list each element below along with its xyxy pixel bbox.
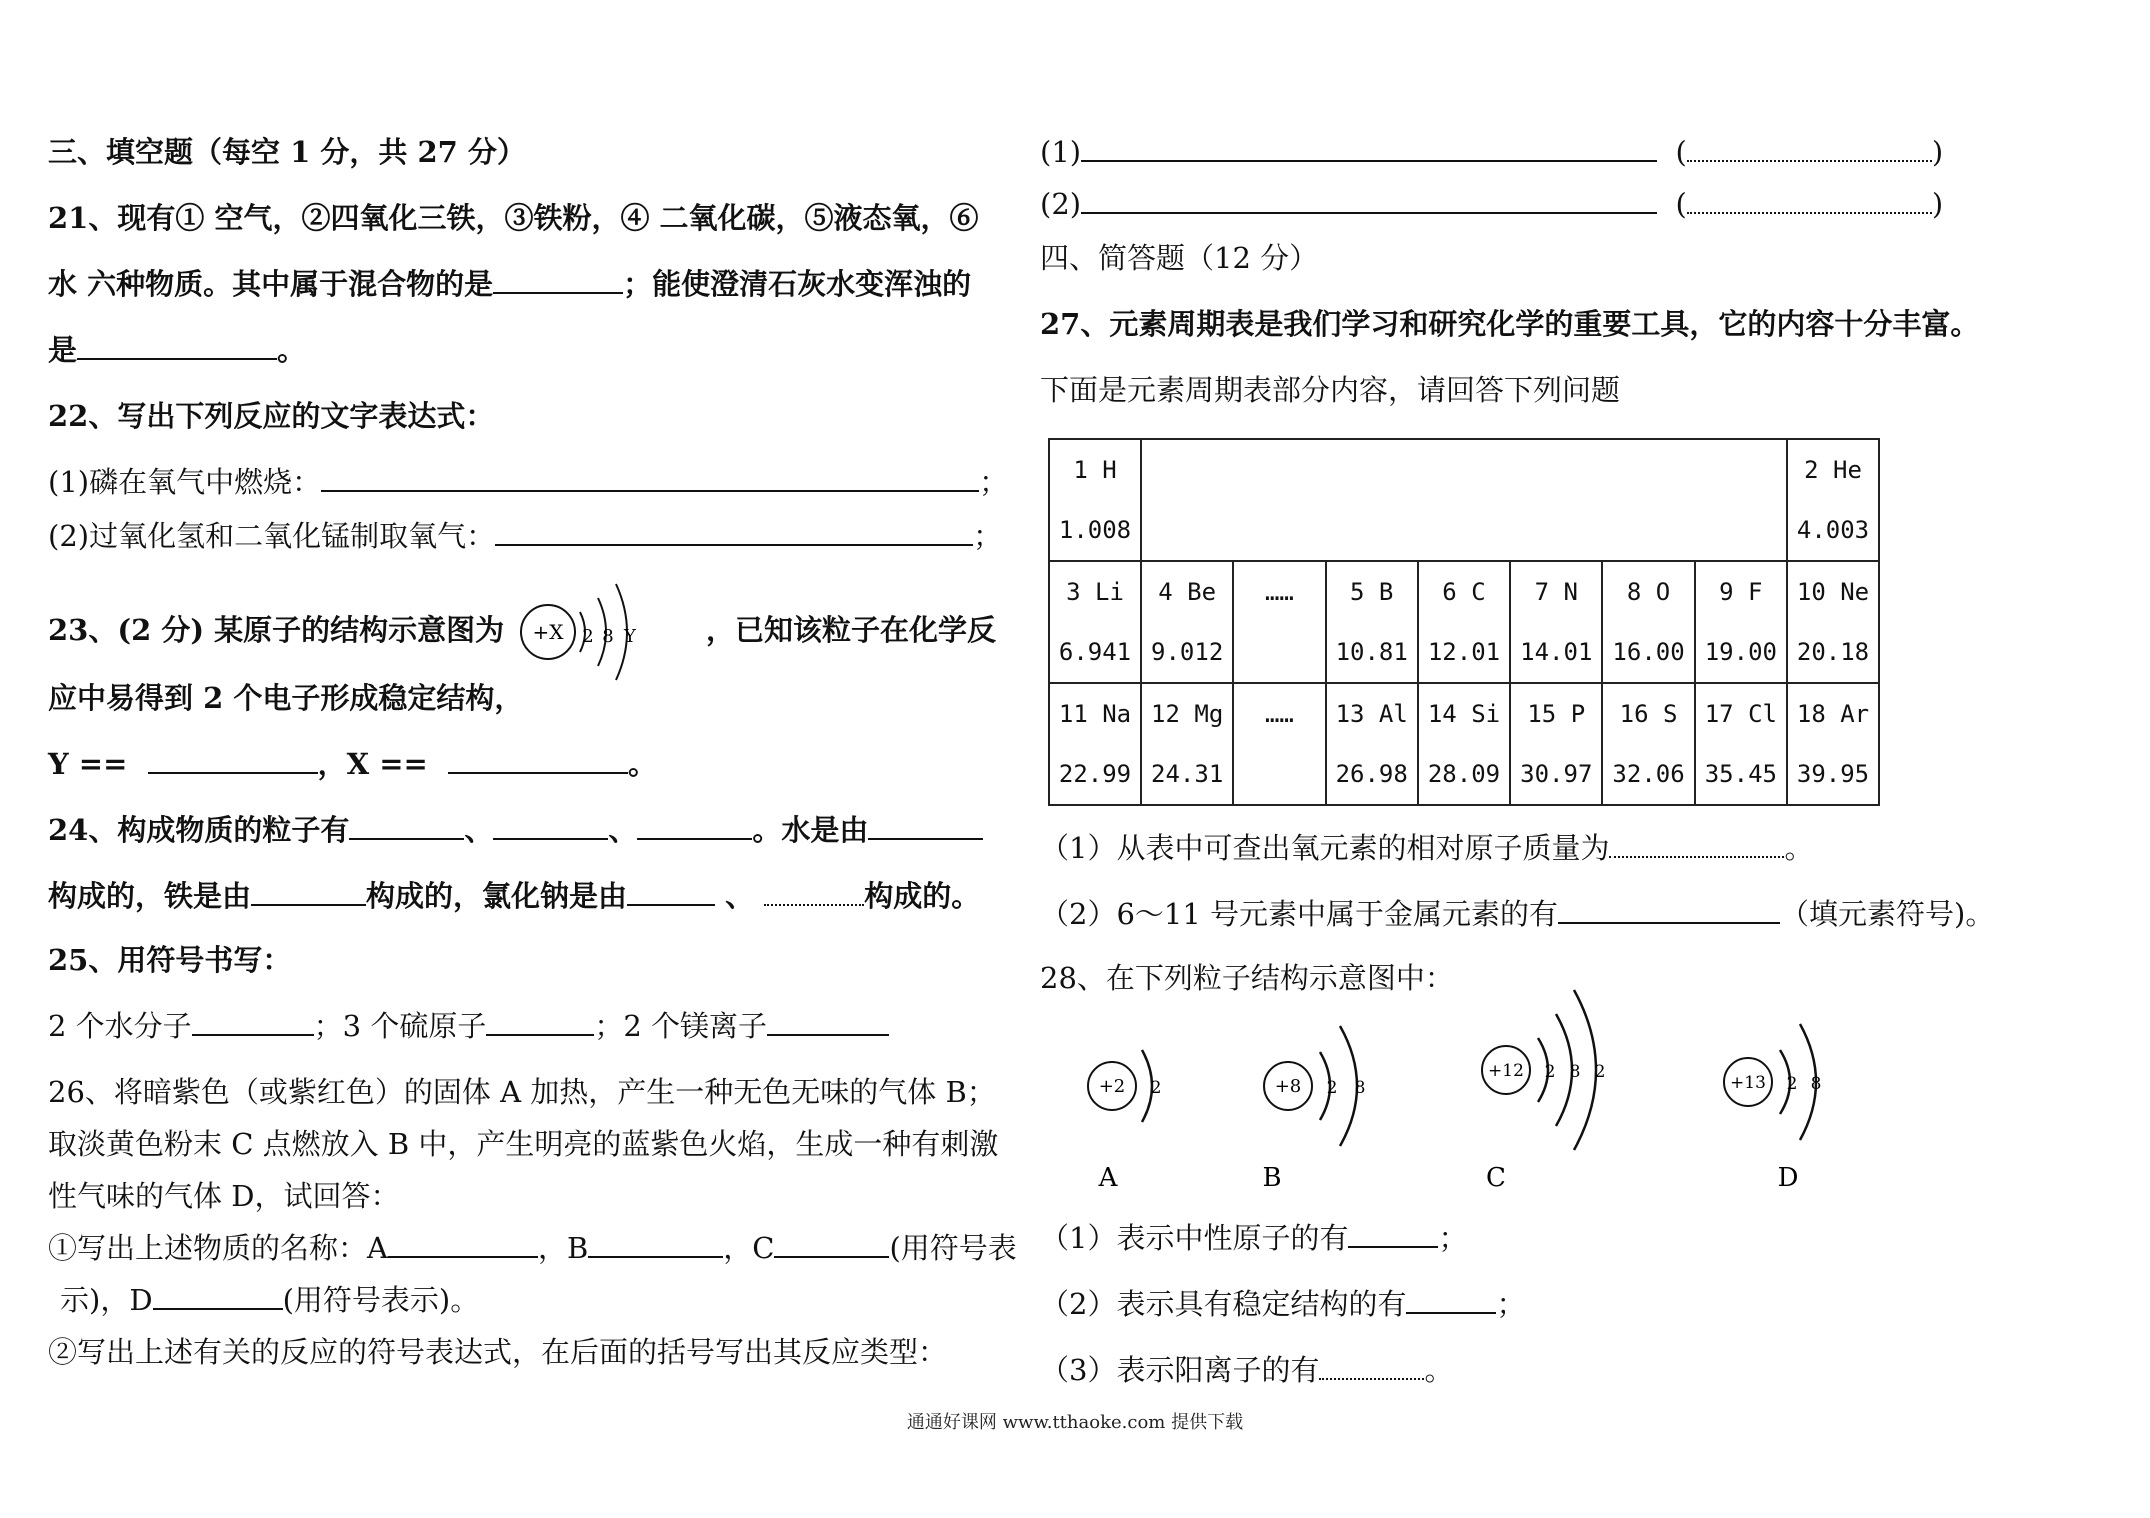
atom-d: [1724, 1024, 1821, 1193]
q27-2: [1040, 894, 1994, 934]
element-cell: 3 Li 6.941: [1049, 561, 1141, 683]
q23-y-blank[interactable]: [148, 766, 318, 774]
element-cell: 9 F 19.00: [1695, 561, 1787, 683]
q23-y-label: Y ==: [48, 747, 128, 781]
q25-blank-3[interactable]: [767, 1028, 889, 1036]
q22-1: [48, 462, 1008, 502]
q24-blank-4[interactable]: [868, 832, 983, 840]
atom-c: [1482, 990, 1605, 1193]
q23-line-2: 应中易得到 2 个电子形成稳定结构，: [48, 681, 524, 715]
q28-2-end: ；: [1496, 1287, 1526, 1321]
nucleus-label: +13: [1730, 1073, 1766, 1093]
q24-blank-2[interactable]: [493, 832, 608, 840]
q28-3-blank[interactable]: [1319, 1372, 1424, 1380]
q22-2: [48, 516, 1002, 556]
q26-text: ①写出上述物质的名称：A: [48, 1231, 388, 1265]
q28-1-blank[interactable]: [1348, 1240, 1438, 1248]
element-cell: 8 O 16.00: [1602, 561, 1694, 683]
q26-line-3: 性气味的气体 D，试回答：: [48, 1179, 400, 1213]
q28-2-blank[interactable]: [1406, 1306, 1496, 1314]
q24-text: 、: [725, 879, 755, 913]
element-cell: 4 Be 9.012: [1141, 561, 1233, 683]
nucleus-label: +X: [532, 620, 564, 644]
q26-answer-1: [1040, 132, 1943, 172]
semicolon: ；: [979, 465, 1009, 499]
q26-line-1: 26、将暗紫色（或紫红色）的固体 A 加热，产生一种无色无味的气体 B；: [48, 1075, 996, 1109]
q26-blank-c[interactable]: [774, 1250, 889, 1258]
q24-text: 24、构成物质的粒子有: [48, 813, 350, 847]
atom-diagram-q23: [512, 570, 662, 700]
q26-blank-d[interactable]: [153, 1302, 283, 1310]
q26-line-5: [60, 1280, 479, 1320]
q25-line: [48, 1006, 889, 1046]
atom-label: B: [1262, 1163, 1282, 1193]
q21-blank-2[interactable]: [77, 352, 277, 360]
q21-text: ；能使澄清石灰水变浑浊的: [623, 267, 972, 301]
q24-blank-6[interactable]: [627, 898, 715, 906]
q27-2-blank[interactable]: [1558, 916, 1780, 924]
empty-cell: [1141, 439, 1787, 561]
q26-blank-a[interactable]: [388, 1250, 538, 1258]
q25-text: 2 个水分子: [48, 1009, 192, 1043]
paren: (: [1675, 187, 1687, 221]
q28-title: 28、在下列粒子结构示意图中：: [1040, 961, 1454, 995]
element-cell: 18 Ar 39.95: [1787, 683, 1879, 805]
q28-2-text: （2）表示具有稳定结构的有: [1040, 1287, 1407, 1321]
shell-count: 2: [1150, 1078, 1162, 1098]
q27-line-1: 27、元素周期表是我们学习和研究化学的重要工具，它的内容十分丰富。: [1040, 307, 1980, 341]
q25-blank-1[interactable]: [192, 1028, 314, 1036]
q28-3-text: （3）表示阳离子的有: [1040, 1353, 1320, 1387]
q27-1-text: （1）从表中可查出氧元素的相对原子质量为: [1040, 831, 1610, 865]
answer-number: (1): [1040, 135, 1082, 169]
element-cell: 13 Al 26.98: [1326, 683, 1418, 805]
q24-text: 构成的，氯化钠是由: [366, 879, 628, 913]
q26-text: ，B: [537, 1231, 589, 1265]
element-cell: 10 Ne 20.18: [1787, 561, 1879, 683]
shell-count: 2: [1544, 1062, 1556, 1082]
element-cell: 5 B 10.81: [1326, 561, 1418, 683]
shell-count: 8: [1810, 1074, 1822, 1094]
q27-1: [1040, 828, 1813, 868]
q23-line-3: [48, 744, 657, 784]
element-cell: 14 Si 28.09: [1418, 683, 1510, 805]
q21-text: 是: [48, 333, 78, 367]
q24-text: 、: [608, 813, 638, 847]
section-3-title: 三、填空题（每空 1 分，共 27 分）: [48, 135, 526, 169]
shell-count: 2: [1594, 1062, 1606, 1082]
shell-count: 8: [1354, 1078, 1366, 1098]
nucleus-label: +2: [1098, 1076, 1126, 1097]
element-cell: 17 Cl 35.45: [1695, 683, 1787, 805]
shell-count: 2: [582, 626, 594, 647]
shell-count: 8: [1569, 1062, 1581, 1082]
q22-2-blank[interactable]: [495, 538, 973, 546]
element-cell: 16 S 32.06: [1602, 683, 1694, 805]
q26-blank-b[interactable]: [588, 1250, 723, 1258]
atom-label: A: [1098, 1163, 1118, 1193]
shell-count: 2: [1326, 1078, 1338, 1098]
q21-blank-1[interactable]: [493, 286, 623, 294]
answer-number: (2): [1040, 187, 1082, 221]
q26-text: 示)，D: [60, 1283, 153, 1317]
q23-end: 。: [628, 747, 658, 781]
q26-answer-2: [1040, 184, 1943, 224]
q24-line-1: [48, 810, 983, 850]
q24-blank-1[interactable]: [349, 832, 464, 840]
ellipsis-cell: ……: [1233, 561, 1325, 683]
atom-b: [1262, 1026, 1365, 1193]
nucleus-label: +12: [1488, 1061, 1524, 1081]
q28-1: [1040, 1218, 1467, 1258]
q27-2-text: （2）6～11 号元素中属于金属元素的有: [1040, 897, 1559, 931]
q24-text: 、: [464, 813, 494, 847]
q23-line-1a: 23、(2 分) 某原子的结构示意图为: [48, 613, 505, 647]
q25-blank-2[interactable]: [486, 1028, 594, 1036]
q23-x-blank[interactable]: [448, 766, 628, 774]
q23-x-label: ，X ==: [317, 747, 428, 781]
answer-1-type-blank[interactable]: [1687, 154, 1932, 162]
q22-1-blank[interactable]: [321, 484, 979, 492]
q27-2-end: （填元素符号)。: [1780, 897, 1995, 931]
section-4-title: 四、简答题（12 分）: [1040, 241, 1319, 275]
element-cell: 6 C 12.01: [1418, 561, 1510, 683]
q21-line-1: 21、现有① 空气，②四氧化三铁，③铁粉，④ 二氧化碳，⑤液态氧，⑥: [48, 201, 979, 235]
q25-title: 25、用符号书写：: [48, 943, 292, 977]
shell-count: Y: [624, 626, 636, 647]
q28-2: [1040, 1284, 1525, 1324]
answer-1-blank[interactable]: [1081, 154, 1657, 162]
paren: (: [1675, 135, 1687, 169]
q24-blank-7[interactable]: [764, 898, 864, 906]
nucleus-label: +8: [1274, 1076, 1302, 1097]
atom-label: C: [1486, 1163, 1506, 1193]
q28-3-end: 。: [1424, 1353, 1454, 1387]
periodic-table: [1048, 438, 1880, 806]
element-cell: 1 H 1.008: [1049, 439, 1141, 561]
q24-line-2: [48, 876, 980, 916]
paren: ): [1931, 135, 1944, 169]
paren: ): [1931, 187, 1944, 221]
atom-label: D: [1777, 1163, 1799, 1193]
element-cell: 12 Mg 24.31: [1141, 683, 1233, 805]
q21-text: 。: [277, 333, 307, 367]
q28-1-end: ；: [1438, 1221, 1468, 1255]
element-cell: 2 He 4.003: [1787, 439, 1879, 561]
ellipsis-cell: ……: [1233, 683, 1325, 805]
q22-1-text: (1)磷在氧气中燃烧：: [48, 465, 322, 499]
shell-count: 2: [1786, 1074, 1798, 1094]
q22-title: 22、写出下列反应的文字表达式：: [48, 399, 495, 433]
element-cell: 11 Na 22.99: [1049, 683, 1141, 805]
q24-blank-3[interactable]: [637, 832, 752, 840]
q28-1-text: （1）表示中性原子的有: [1040, 1221, 1349, 1255]
answer-2-type-blank[interactable]: [1687, 206, 1932, 214]
q27-line-2: 下面是元素周期表部分内容，请回答下列问题: [1040, 373, 1621, 407]
page-footer: 通通好课网 www.tthaoke.com 提供下载: [906, 1412, 1244, 1433]
q23-line-1b: ，已知该粒子在化学反: [706, 613, 997, 647]
q28-3: [1040, 1350, 1453, 1390]
q22-2-text: (2)过氧化氢和二氧化锰制取氧气：: [48, 519, 496, 553]
element-cell: 15 P 30.97: [1510, 683, 1602, 805]
q26-line-2: 取淡黄色粉末 C 点燃放入 B 中，产生明亮的蓝紫色火焰，生成一种有刺激: [48, 1127, 999, 1161]
answer-2-blank[interactable]: [1081, 206, 1657, 214]
q24-blank-5[interactable]: [251, 898, 366, 906]
q27-1-blank[interactable]: [1609, 850, 1784, 858]
semicolon: ；: [973, 519, 1003, 553]
q26-text: (用符号表示)。: [282, 1283, 480, 1317]
q25-text: ；3 个硫原子: [313, 1009, 487, 1043]
q27-1-end: 。: [1784, 831, 1814, 865]
q24-text: 。水是由: [752, 813, 869, 847]
shell-count: 8: [602, 626, 614, 647]
q26-line-4: [48, 1228, 1017, 1268]
q21-line-2: [48, 264, 971, 304]
q24-text: 构成的。: [864, 879, 981, 913]
q21-text: 水 六种物质。其中属于混合物的是: [48, 267, 494, 301]
q28-atom-diagrams: [1040, 990, 1822, 1193]
q21-line-3: [48, 330, 306, 370]
atom-a: [1088, 1050, 1161, 1193]
q26-line-6: ②写出上述有关的反应的符号表达式，在后面的括号写出其反应类型：: [48, 1335, 948, 1369]
q25-text: ；2 个镁离子: [594, 1009, 768, 1043]
q26-text: ，C: [723, 1231, 775, 1265]
element-cell: 7 N 14.01: [1510, 561, 1602, 683]
q24-text: 构成的，铁是由: [48, 879, 252, 913]
q26-text: (用符号表: [889, 1231, 1017, 1265]
